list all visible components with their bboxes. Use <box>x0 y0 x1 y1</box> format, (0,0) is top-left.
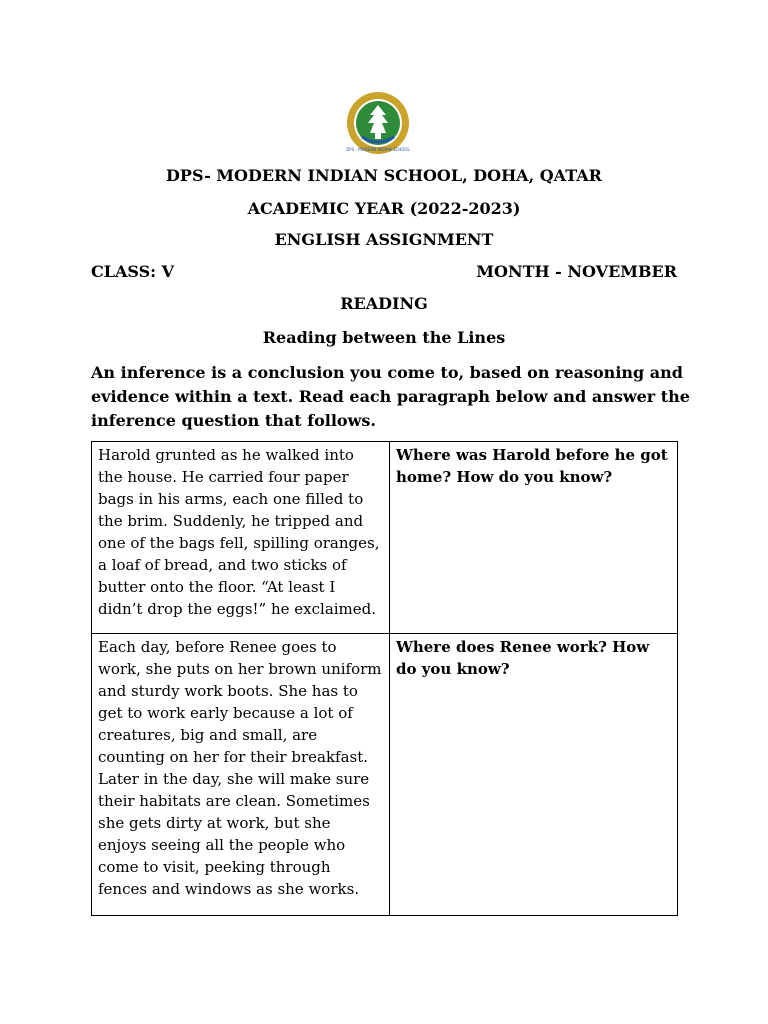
section-title: READING <box>340 294 428 313</box>
table-row <box>92 442 678 634</box>
passage-cell: Each day, before Renee goes to work, she puts on her brown uniform and sturdy work boots. She has to get to work early because a lot of creatures, big and small, are counting on her for their breakfast. Later in the day, she will make sure their habitats are clean. Sometimes she gets dirty at work, but she enjoys seeing all the people who come to visit, peeking through fences and windows as she works. <box>92 634 390 916</box>
question-cell: Where was Harold before he got home? How do you know? <box>390 442 678 634</box>
intro-paragraph: An inference is a conclusion you come to, based on reasoning and evidence within a text. Read each paragraph below and answer the inference question that follows. <box>91 363 690 430</box>
question-cell: Where does Renee work? How do you know? <box>390 634 678 916</box>
assignment-title: ENGLISH ASSIGNMENT <box>274 230 494 249</box>
passage-cell: Harold grunted as he walked into the house. He carried four paper bags in his arms, each one filled to the brim. Suddenly, he tripped and one of the bags fell, spilling oranges, a loaf of bread, and two sticks of butter onto the floor. “At least I didn’t drop the eggs!” he exclaimed. <box>92 442 390 634</box>
class-month-line <box>91 262 677 281</box>
class-label: CLASS: V <box>91 262 175 281</box>
inference-table <box>91 441 678 916</box>
subtitle: Reading between the Lines <box>262 328 506 347</box>
academic-year: ACADEMIC YEAR (2022-2023) <box>247 199 521 218</box>
table-row <box>92 634 678 916</box>
month-label: MONTH - NOVEMBER <box>476 262 677 281</box>
crest-text: DPS - MODERN INDIAN SCHOOL <box>346 147 410 152</box>
school-name: DPS- MODERN INDIAN SCHOOL, DOHA, QATAR <box>166 166 602 185</box>
school-crest-icon <box>346 91 410 155</box>
